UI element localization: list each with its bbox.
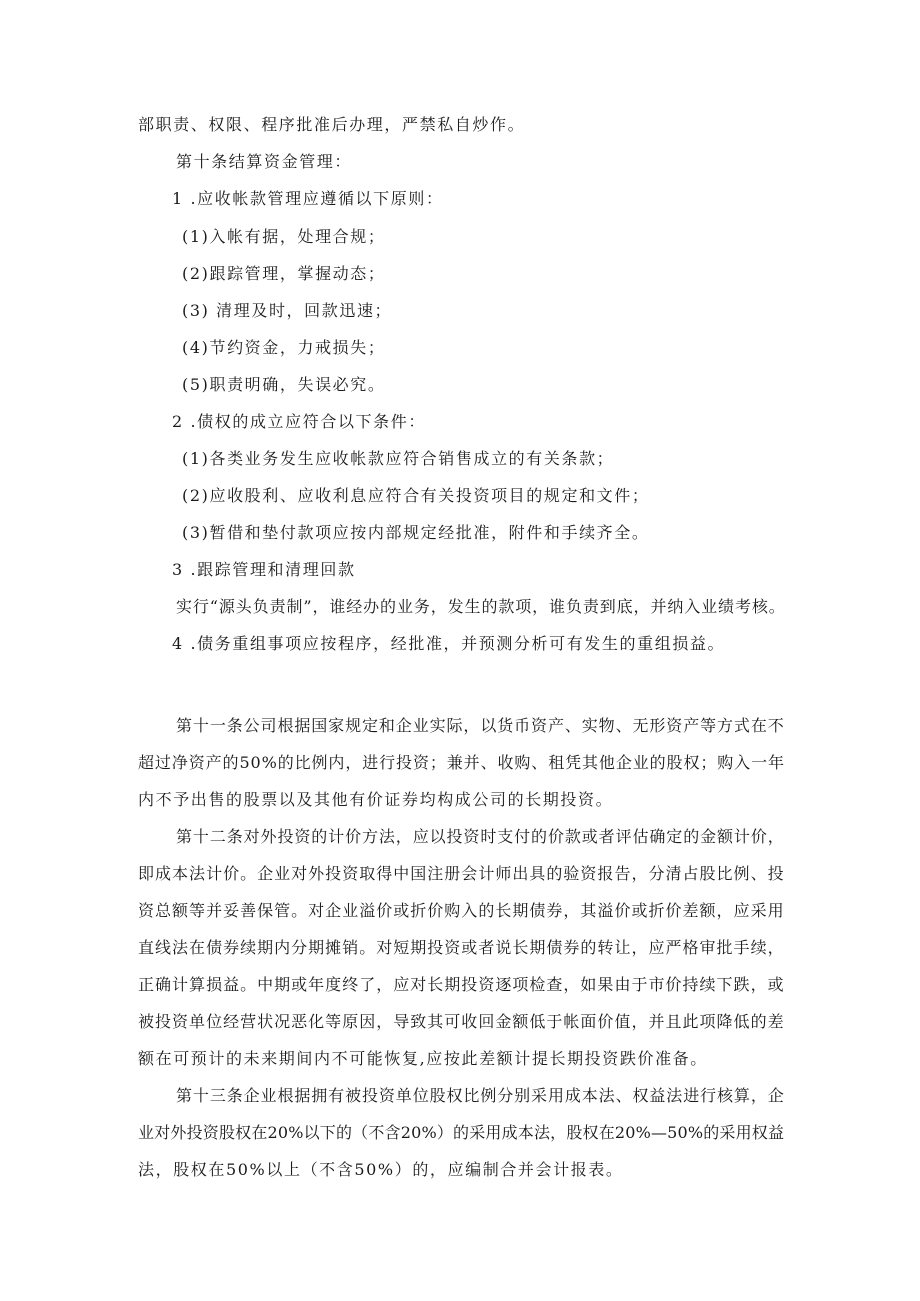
paragraph-line: 实行“源头负责制”，谁经办的业务，发生的款项，谁负责到底，并纳入业绩考核。: [176, 597, 786, 616]
paragraph-line: 额在可预计的未来期间内不可能恢复,应按此差额计提长期投资跌价准备。: [138, 1049, 708, 1068]
article-10-title: 第十条结算资金管理：: [176, 152, 353, 171]
paragraph-line: 被 投 资 单 位 经 营 状 况 恶 化 等 原 因 ， 导 致 其 可 收 回 金 额 低 于 帐 面 价 值 ， 并 且 此 项 降 低 的 差: [138, 1012, 784, 1031]
list-item: (2)应收股利、应收利息应符合有关投资项目的规定和文件；: [182, 486, 650, 505]
list-item: (1)各类业务发生应收帐款应符合销售成立的有关条款；: [182, 449, 615, 468]
list-item: (3)暂借和垫付款项应按内部规定经批准，附件和手续齐全。: [182, 523, 650, 542]
paragraph-line: 超 过 净 资 产 的 5 0 % 的 比 例 内 ， 进 行 投 资 ； 兼 并 、 收 购 、 租 凭 其 他 企 业 的 股 权 ； 购 入 一 年: [138, 753, 784, 772]
list-heading: 3 .跟踪管理和清理回款: [172, 560, 356, 579]
list-heading: 1 .应收帐款管理应遵循以下原则：: [172, 189, 444, 208]
list-heading: 4 .债务重组事项应按程序，经批准，并预测分析可有发生的重组损益。: [172, 634, 726, 653]
paragraph-line: 法，股权在50%以上（不含50%）的，应编制合并会计报表。: [138, 1160, 624, 1179]
paragraph-line: 内不予出售的股票以及其他有价证券均构成公司的长期投资。: [138, 790, 614, 809]
list-item: (4)节约资金，力戒损失；: [182, 338, 386, 357]
paragraph-line: 部职责、权限、程序批准后办理，严禁私自炒作。: [138, 115, 526, 134]
list-item: (2)跟踪管理，掌握动态；: [182, 264, 386, 283]
paragraph-line: 即 成 本 法 计 价 。 企 业 对 外 投 资 取 得 中 国 注 册 会 计 师 出 具 的 验 资 报 告 ， 分 清 占 股 比 例 、 投: [138, 864, 784, 883]
list-item: (3) 清理及时，回款迅速；: [182, 301, 393, 320]
paragraph-line: 资 总 额 等 并 妥 善 保 管 。 对 企 业 溢 价 或 折 价 购 入 的 长 期 债 券 ， 其 溢 价 或 折 价 差 额 ， 应 采 用: [138, 901, 784, 920]
list-item: (1)入帐有据，处理合规；: [182, 227, 386, 246]
paragraph-line: 正 确 计 算 损 益 。 中 期 或 年 度 终 了 ， 应 对 长 期 投 资 逐 项 检 查 ， 如 果 由 于 市 价 持 续 下 跌 ， 或: [138, 975, 784, 994]
list-heading: 2 .债权的成立应符合以下条件：: [172, 412, 426, 431]
paragraph-line: 第 十 二 条 对 外 投 资 的 计 价 方 法 ， 应 以 投 资 时 支 付 的 价 款 或 者 评 估 确 定 的 金 额 计 价 ，: [176, 827, 784, 846]
paragraph-line: 第 十 一 条 公 司 根 据 国 家 规 定 和 企 业 实 际 ， 以 货 币 资 产 、 实 物 、 无 形 资 产 等 方 式 在 不: [176, 716, 784, 735]
paragraph-line: 第 十 三 条 企 业 根 据 拥 有 被 投 资 单 位 股 权 比 例 分 别 采 用 成 本 法 、 权 益 法 进 行 核 算 ， 企: [176, 1086, 784, 1105]
paragraph-line: 直 线 法 在 债 券 续 期 内 分 期 摊 销 。 对 短 期 投 资 或 者 说 长 期 债 券 的 转 让 ， 应 严 格 审 批 手 续 ，: [138, 938, 784, 957]
paragraph-line: 业 对 外 投 资 股 权 在 2 0 % 以 下 的 （ 不 含 2 0 % ） 的 采 用 成 本 法 ， 股 权 在 2 0 % — 5 0 % 的 采 用 权 益: [138, 1123, 784, 1142]
list-item: (5)职责明确，失误必究。: [182, 375, 386, 394]
